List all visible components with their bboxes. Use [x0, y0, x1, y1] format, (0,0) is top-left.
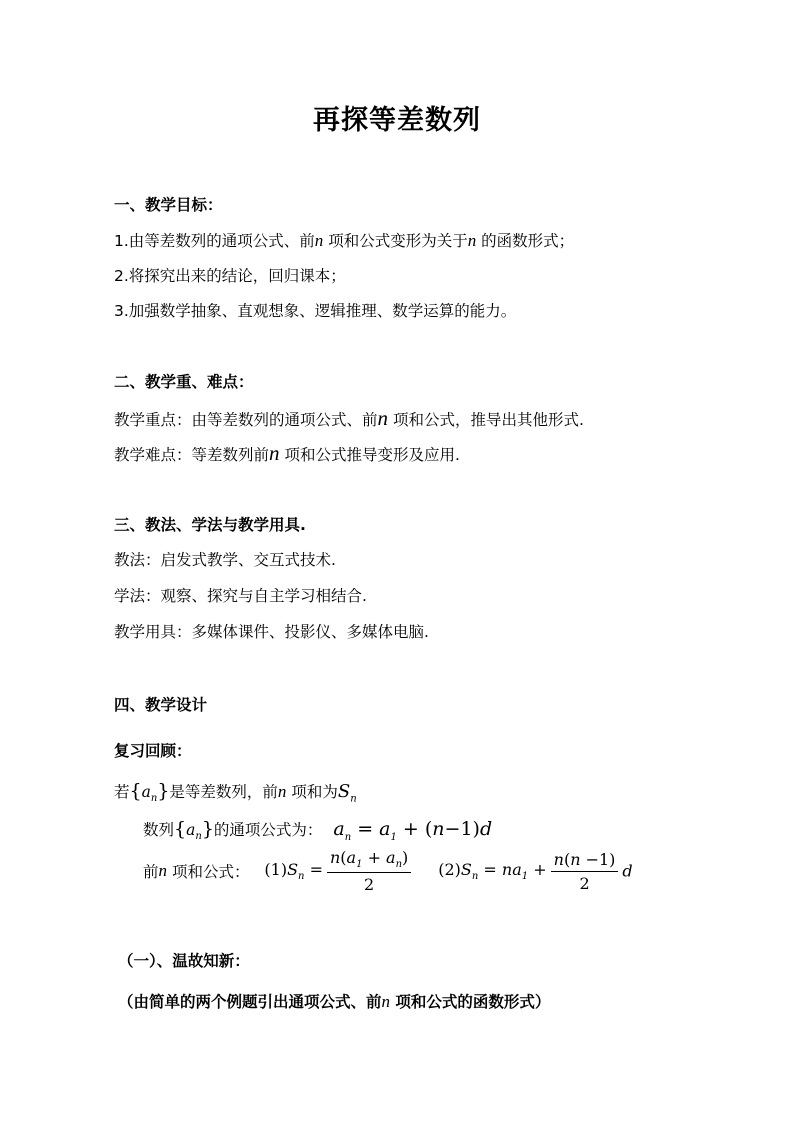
section-1-heading: 一、教学目标：	[114, 196, 223, 214]
subsection-1-heading: （一）、温故知新：	[118, 952, 250, 970]
variable-n: n	[377, 406, 389, 430]
variable-n: n	[158, 861, 168, 881]
key-point-text-b: 项和公式，推导出其他形式.	[388, 411, 584, 429]
sum-formula-text-a: 前	[143, 863, 159, 882]
goal-line-2: 2.将探究出来的结论，回归课本；	[114, 267, 346, 285]
goal-line-3: 3.加强数学抽象、直观想象、逻辑推理、数学运算的能力。	[114, 302, 517, 320]
goal-line-1	[114, 229, 574, 251]
subsection-note-text-a: （由简单的两个例题引出通项公式、前	[118, 993, 382, 1011]
sum-formula-text-b: 项和公式：	[167, 863, 250, 882]
goal-line-1-text-b: 项和公式变形为关于	[323, 232, 468, 250]
page-title: 再探等差数列	[313, 105, 481, 136]
key-point-line	[114, 406, 584, 431]
review-line-1	[114, 780, 357, 805]
general-term-text-a: 数列	[143, 821, 175, 839]
variable-n: n	[269, 441, 280, 465]
learning-method-line: 学法：观察、探究与自主学习相结合.	[114, 587, 367, 605]
general-term-formula: $a_n = a_1 + (n-1)d$	[333, 818, 493, 843]
general-term-line	[143, 818, 492, 843]
variable-n: n	[277, 782, 287, 801]
review-text-c: 项和为	[286, 783, 338, 801]
review-text-a: 若	[114, 783, 130, 801]
section-4-heading: 四、教学设计	[114, 696, 208, 714]
subsection-1-note	[118, 990, 550, 1012]
goal-line-1-text-a: 1.由等差数列的通项公式、前	[114, 232, 315, 250]
sum-sn-formula: $S_n$	[337, 781, 357, 805]
sum-formula-1-fraction: $\frac{n(a_1 + a_n)}{2}$	[327, 848, 411, 894]
teaching-method-line: 教法：启发式教学、交互式技术.	[114, 551, 336, 569]
difficulty-text-a: 教学难点：等差数列前	[114, 446, 270, 464]
general-term-text-b: 的通项公式为：	[213, 821, 323, 839]
review-text-b: 是等差数列，前	[169, 783, 278, 801]
sequence-an-formula: $\{a_n\}$	[129, 780, 170, 805]
sum-formula-2-d: d	[622, 861, 633, 881]
variable-n: n	[381, 992, 391, 1011]
key-point-text-a: 教学重点：由等差数列的通项公式、前	[114, 411, 378, 429]
variable-n: n	[314, 231, 324, 250]
sum-formula-2-fraction: $\frac{n(n -1)}{2}$	[551, 850, 619, 893]
difficulty-text-b: 项和公式推导变形及应用.	[279, 446, 460, 464]
section-3-heading: 三、教法、学法与教学用具.	[114, 516, 306, 534]
teaching-tools-line: 教学用具：多媒体课件、投影仪、多媒体电脑.	[114, 623, 429, 641]
subsection-note-text-b: 项和公式的函数形式）	[390, 993, 551, 1011]
review-heading: 复习回顾：	[114, 742, 192, 760]
difficulty-line	[114, 441, 460, 466]
section-2-heading: 二、教学重、难点：	[114, 373, 254, 391]
sum-formula-1: $(1)S_n$ =	[264, 860, 323, 883]
sum-formula-line	[143, 848, 633, 894]
sequence-an-formula: $\{a_n\}$	[174, 818, 214, 843]
sum-formula-2: $(2)S_n = na_1$ +	[438, 860, 547, 883]
variable-n: n	[467, 231, 477, 250]
goal-line-1-text-c: 的函数形式；	[476, 232, 575, 250]
